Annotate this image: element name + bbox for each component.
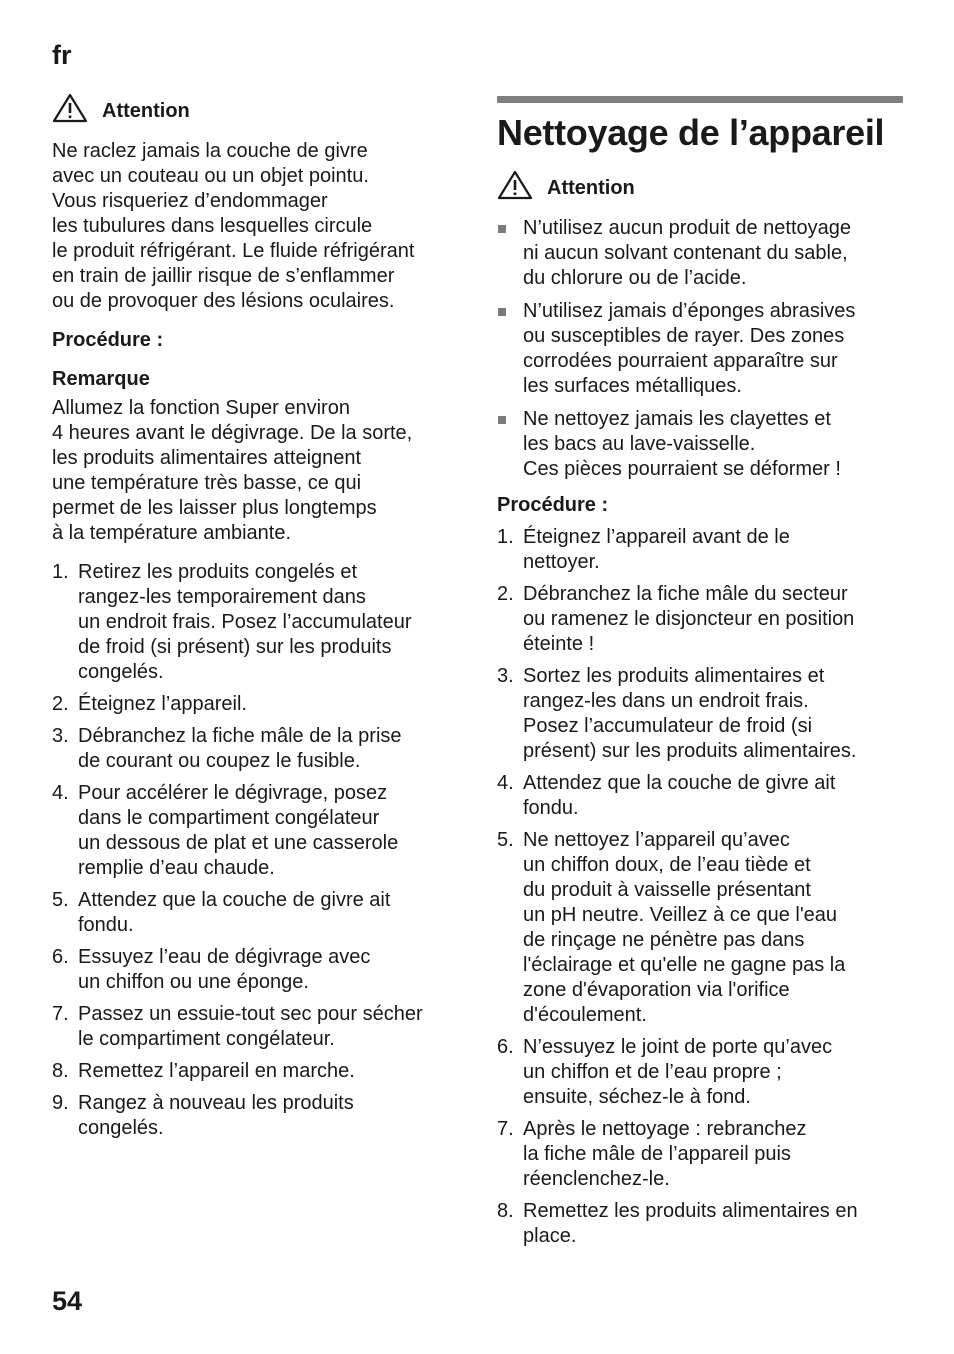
note-text: Allumez la fonction Super environ 4 heures avant le dégivrage. De la sorte, les produits alimentaires atteignent une température très basse, ce qui permet de les laisser plus longtemps à la température ambiante.	[52, 397, 413, 544]
warning-label: Attention	[102, 100, 190, 122]
section-title: Nettoyage de l’appareil	[497, 112, 885, 153]
warning-triangle-icon	[52, 93, 88, 123]
section-divider	[497, 96, 903, 103]
list-item: 4. Pour accélérer le dégivrage, posez dans le compartiment congélateur un dessous de plat et une casserole remplie d’eau chaude.	[52, 782, 399, 879]
list-item: 7. Passez un essuie-tout sec pour sécher le compartiment congélateur.	[52, 1003, 423, 1050]
list-item: 2. Débranchez la fiche mâle du secteur ou ramenez le disjoncteur en position éteinte !	[497, 583, 855, 655]
right-steps-list	[497, 525, 907, 1256]
list-item: 3. Sortez les produits alimentaires et rangez-les dans un endroit frais. Posez l’accumulateur de froid (si présent) sur les produits alimentaires.	[497, 665, 857, 762]
list-item: 5. Ne nettoyez l’appareil qu’avec un chiffon doux, de l’eau tiède et du produit à vaisselle présentant un pH neutre. Veillez à ce que l'eau de rinçage ne pénètre pas dans l'éclairage et qu'elle ne gagne pas la zone d'évaporation via l'orifice d'écoulement.	[497, 829, 846, 1026]
list-item: 1. Éteignez l’appareil avant de le nettoyer.	[497, 526, 790, 573]
list-item: 6. Essuyez l’eau de dégivrage avec un chiffon ou une éponge.	[52, 946, 371, 993]
list-item: N’utilisez jamais d’éponges abrasives ou susceptibles de rayer. Des zones corrodées pourraient apparaître sur les surfaces métalliques.	[497, 299, 907, 399]
procedure-heading: Procédure :	[52, 329, 164, 351]
warning-block	[497, 170, 907, 490]
warning-block	[52, 93, 460, 314]
list-item: 8. Remettez les produits alimentaires en place.	[497, 1200, 858, 1247]
bullet-square-icon	[498, 416, 506, 424]
warning-triangle-icon	[497, 170, 533, 200]
page-number: 54	[52, 1286, 83, 1316]
list-item: 3. Débranchez la fiche mâle de la prise de courant ou coupez le fusible.	[52, 725, 402, 772]
language-tag: fr	[52, 40, 72, 70]
left-steps-list	[52, 560, 462, 1148]
list-item: 1. Retirez les produits congelés et rangez-les temporairement dans un endroit frais. Posez l’accumulateur de froid (si présent) sur les produits congelés.	[52, 561, 412, 683]
list-item: 6. N’essuyez le joint de porte qu’avec un chiffon et de l’eau propre ; ensuite, séchez-le à fond.	[497, 1036, 833, 1108]
bullet-square-icon	[498, 225, 506, 233]
note-heading: Remarque	[52, 368, 150, 390]
list-item: 4. Attendez que la couche de givre ait fondu.	[497, 772, 836, 819]
procedure-heading: Procédure :	[497, 494, 609, 516]
warning-bullets	[497, 216, 907, 482]
list-item: 5. Attendez que la couche de givre ait fondu.	[52, 889, 391, 936]
warning-text: Ne raclez jamais la couche de givre avec un couteau ou un objet pointu. Vous risqueriez d’endommager les tubulures dans lesquelles circule le produit réfrigérant. Le fluide réfrigérant en train de jaillir risque de s’enflammer ou de provoquer des lésions oculaires.	[52, 140, 415, 312]
bullet-square-icon	[498, 308, 506, 316]
note-block	[52, 367, 460, 546]
list-item: N’utilisez aucun produit de nettoyage ni aucun solvant contenant du sable, du chlorure ou de l’acide.	[497, 216, 907, 291]
list-item: 7. Après le nettoyage : rebranchez la fiche mâle de l’appareil puis réenclenchez-le.	[497, 1118, 807, 1190]
list-item: Ne nettoyez jamais les clayettes et les bacs au lave-vaisselle. Ces pièces pourraient se déformer !	[497, 407, 907, 482]
list-item: 8. Remettez l’appareil en marche.	[52, 1060, 355, 1082]
warning-label: Attention	[547, 177, 635, 199]
list-item: 9. Rangez à nouveau les produits congelés.	[52, 1092, 354, 1139]
list-item: 2. Éteignez l’appareil.	[52, 693, 247, 715]
